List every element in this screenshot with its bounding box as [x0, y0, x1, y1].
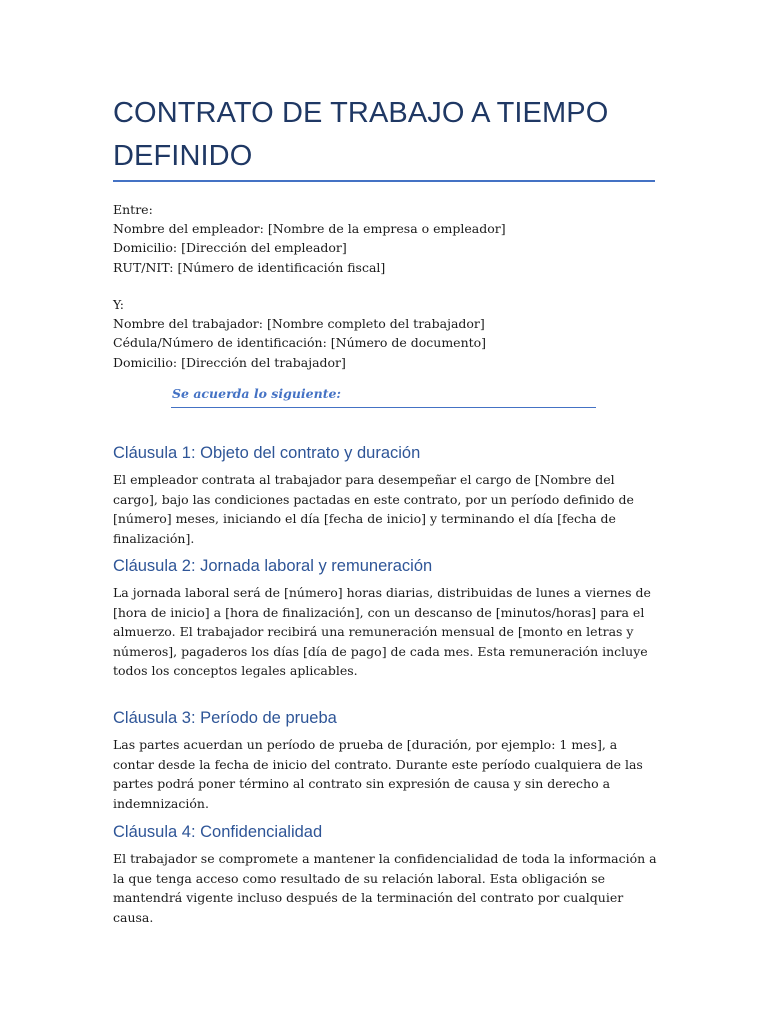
worker-block: [113, 295, 673, 372]
worker-name: Nombre del trabajador: [Nombre completo del trabajador]: [113, 316, 485, 332]
title-underline: [113, 180, 655, 182]
clause-3-body: Las partes acuerdan un período de prueba de [duración, por ejemplo: 1 mes], a contar desde la fecha de inicio del contrato. Durante este período cualquiera de las partes podrá poner término al contrato sin expresión de causa y sin derecho a indemnización.: [113, 737, 643, 811]
clause-2: [113, 555, 661, 681]
clause-2-heading: Cláusula 2: Jornada laboral y remuneración: [113, 557, 433, 575]
clause-4: [113, 821, 661, 927]
worker-address: Domicilio: [Dirección del trabajador]: [113, 354, 346, 370]
employer-address: Domicilio: [Dirección del empleador]: [113, 240, 347, 256]
clause-3-heading: Cláusula 3: Período de prueba: [113, 709, 337, 727]
employer-tax-id: RUT/NIT: [Número de identificación fiscal]: [113, 259, 386, 275]
agreement-quote: Se acuerda lo siguiente:: [172, 386, 342, 401]
clause-1-body: El empleador contrata al trabajador para desempeñar el cargo de [Nombre del cargo], bajo las condiciones pactadas en este contrato, por un período definido de [número] meses, iniciando el día [fecha de inicio] y terminando el día [fecha de finalización].: [113, 472, 634, 546]
clause-1-heading: Cláusula 1: Objeto del contrato y duración: [113, 444, 421, 462]
worker-intro: Y:: [113, 297, 124, 312]
employer-intro: Entre:: [113, 202, 153, 217]
worker-id-number: Cédula/Número de identificación: [Número de documento]: [113, 335, 487, 351]
clause-2-body: La jornada laboral será de [número] horas diarias, distribuidas de lunes a viernes de [hora de inicio] a [hora de finalización], con un descanso de [minutos/horas] para el almuerzo. El trabajador recibirá una remuneración mensual de [monto en letras y números], pagaderos los días [día de pago] de cada mes. Esta remuneración incluye todos los conceptos legales aplicables.: [113, 585, 651, 679]
clause-3: [113, 707, 661, 813]
employer-name: Nombre del empleador: [Nombre de la empresa o empleador]: [113, 221, 506, 237]
clause-4-heading: Cláusula 4: Confidencialidad: [113, 823, 323, 841]
clause-1: [113, 442, 661, 548]
clause-4-body: El trabajador se compromete a mantener la confidencialidad de toda la información a la que tenga acceso como resultado de su relación laboral. Esta obligación se mantendrá vigente incluso después de la terminación del contrato por cualquier causa.: [113, 851, 657, 925]
document-title: CONTRATO DE TRABAJO A TIEMPO DEFINIDO: [113, 97, 609, 172]
employer-block: [113, 200, 673, 277]
quote-underline: [171, 407, 596, 408]
